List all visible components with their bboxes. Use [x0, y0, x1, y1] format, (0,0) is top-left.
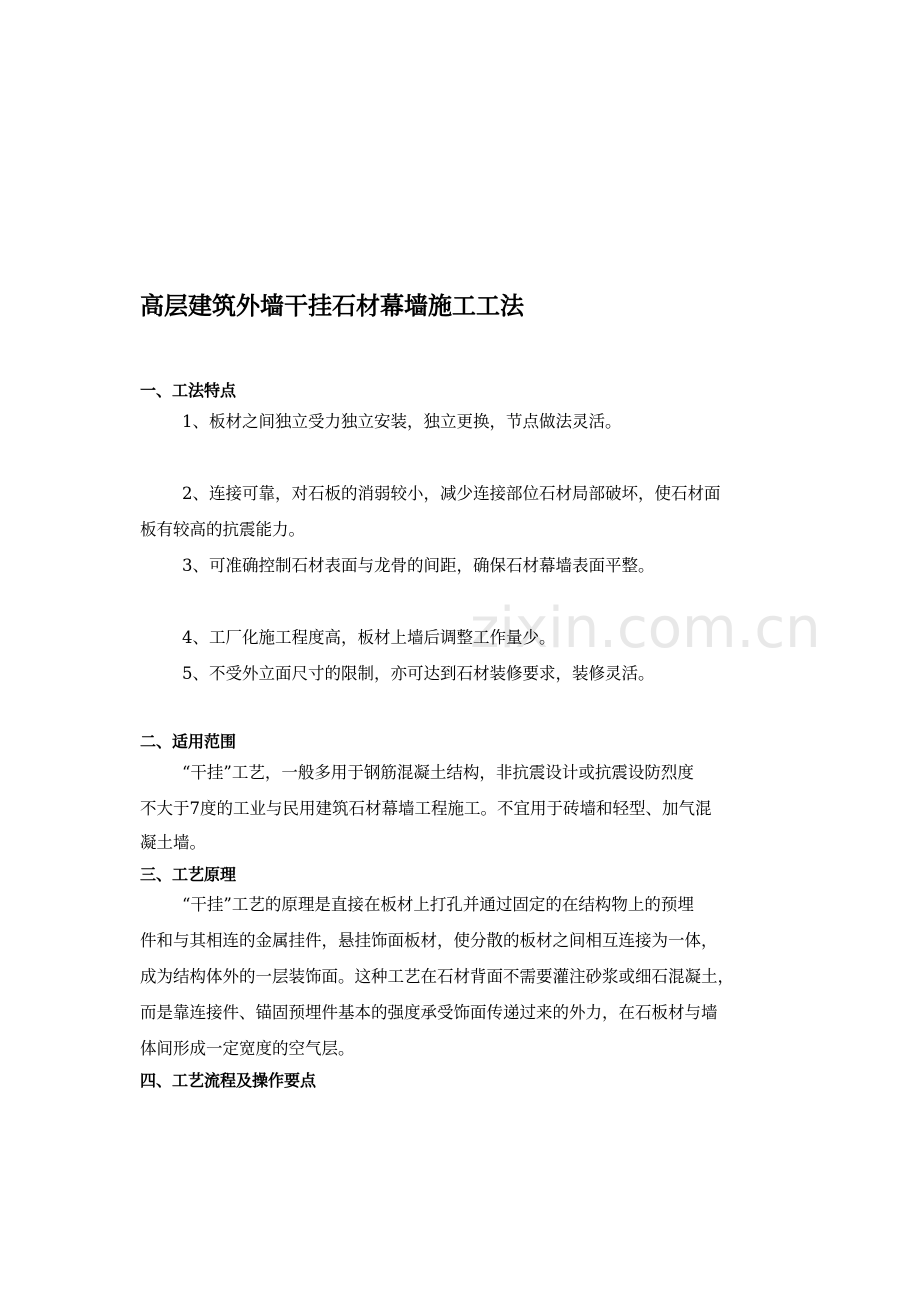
section-heading-features: 一、工法特点 — [140, 381, 237, 400]
paragraph-line: 凝土墙。 — [140, 833, 206, 852]
paragraph-line: “干挂”工艺，一般多用于钢筋混凝土结构，非抗震设计或抗震设防烈度 — [182, 763, 694, 782]
section-heading-principle: 三、工艺原理 — [140, 865, 237, 884]
paragraph-line: “干挂”工艺的原理是直接在板材上打孔并通过固定的在结构物上的预埋 — [182, 895, 694, 914]
watermark: zixin.com.cn — [470, 596, 821, 661]
paragraph-line: 3、可准确控制石材表面与龙骨的间距，确保石材幕墙表面平整。 — [182, 556, 655, 575]
document-title: 高层建筑外墙干挂石材幕墙施工工法 — [140, 292, 524, 320]
paragraph-line: 体间形成一定宽度的空气层。 — [140, 1039, 355, 1058]
paragraph-line: 1、板材之间独立受力独立安装，独立更换，节点做法灵活。 — [182, 412, 622, 431]
paragraph-line: 5、不受外立面尺寸的限制，亦可达到石材装修要求，装修灵活。 — [182, 664, 655, 683]
paragraph-line: 4、工厂化施工程度高，板材上墙后调整工作量少。 — [182, 628, 556, 647]
section-heading-scope: 二、适用范围 — [140, 732, 237, 751]
paragraph-line: 2、连接可靠，对石板的消弱较小，减少连接部位石材局部破坏，使石材面 — [182, 484, 721, 503]
paragraph-line: 板有较高的抗震能力。 — [140, 520, 305, 539]
paragraph-line: 成为结构体外的一层装饰面。这种工艺在石材背面不需要灌注砂浆或细石混凝土， — [140, 967, 734, 986]
paragraph-line: 不大于7度的工业与民用建筑石材幕墙工程施工。不宜用于砖墙和轻型、加气混 — [140, 799, 712, 818]
paragraph-line: 而是靠连接件、锚固预埋件基本的强度承受饰面传递过来的外力，在石板材与墙 — [140, 1003, 718, 1022]
paragraph-line: 件和与其相连的金属挂件，悬挂饰面板材，使分散的板材之间相互连接为一体， — [140, 931, 718, 950]
section-heading-process: 四、工艺流程及操作要点 — [140, 1071, 317, 1090]
